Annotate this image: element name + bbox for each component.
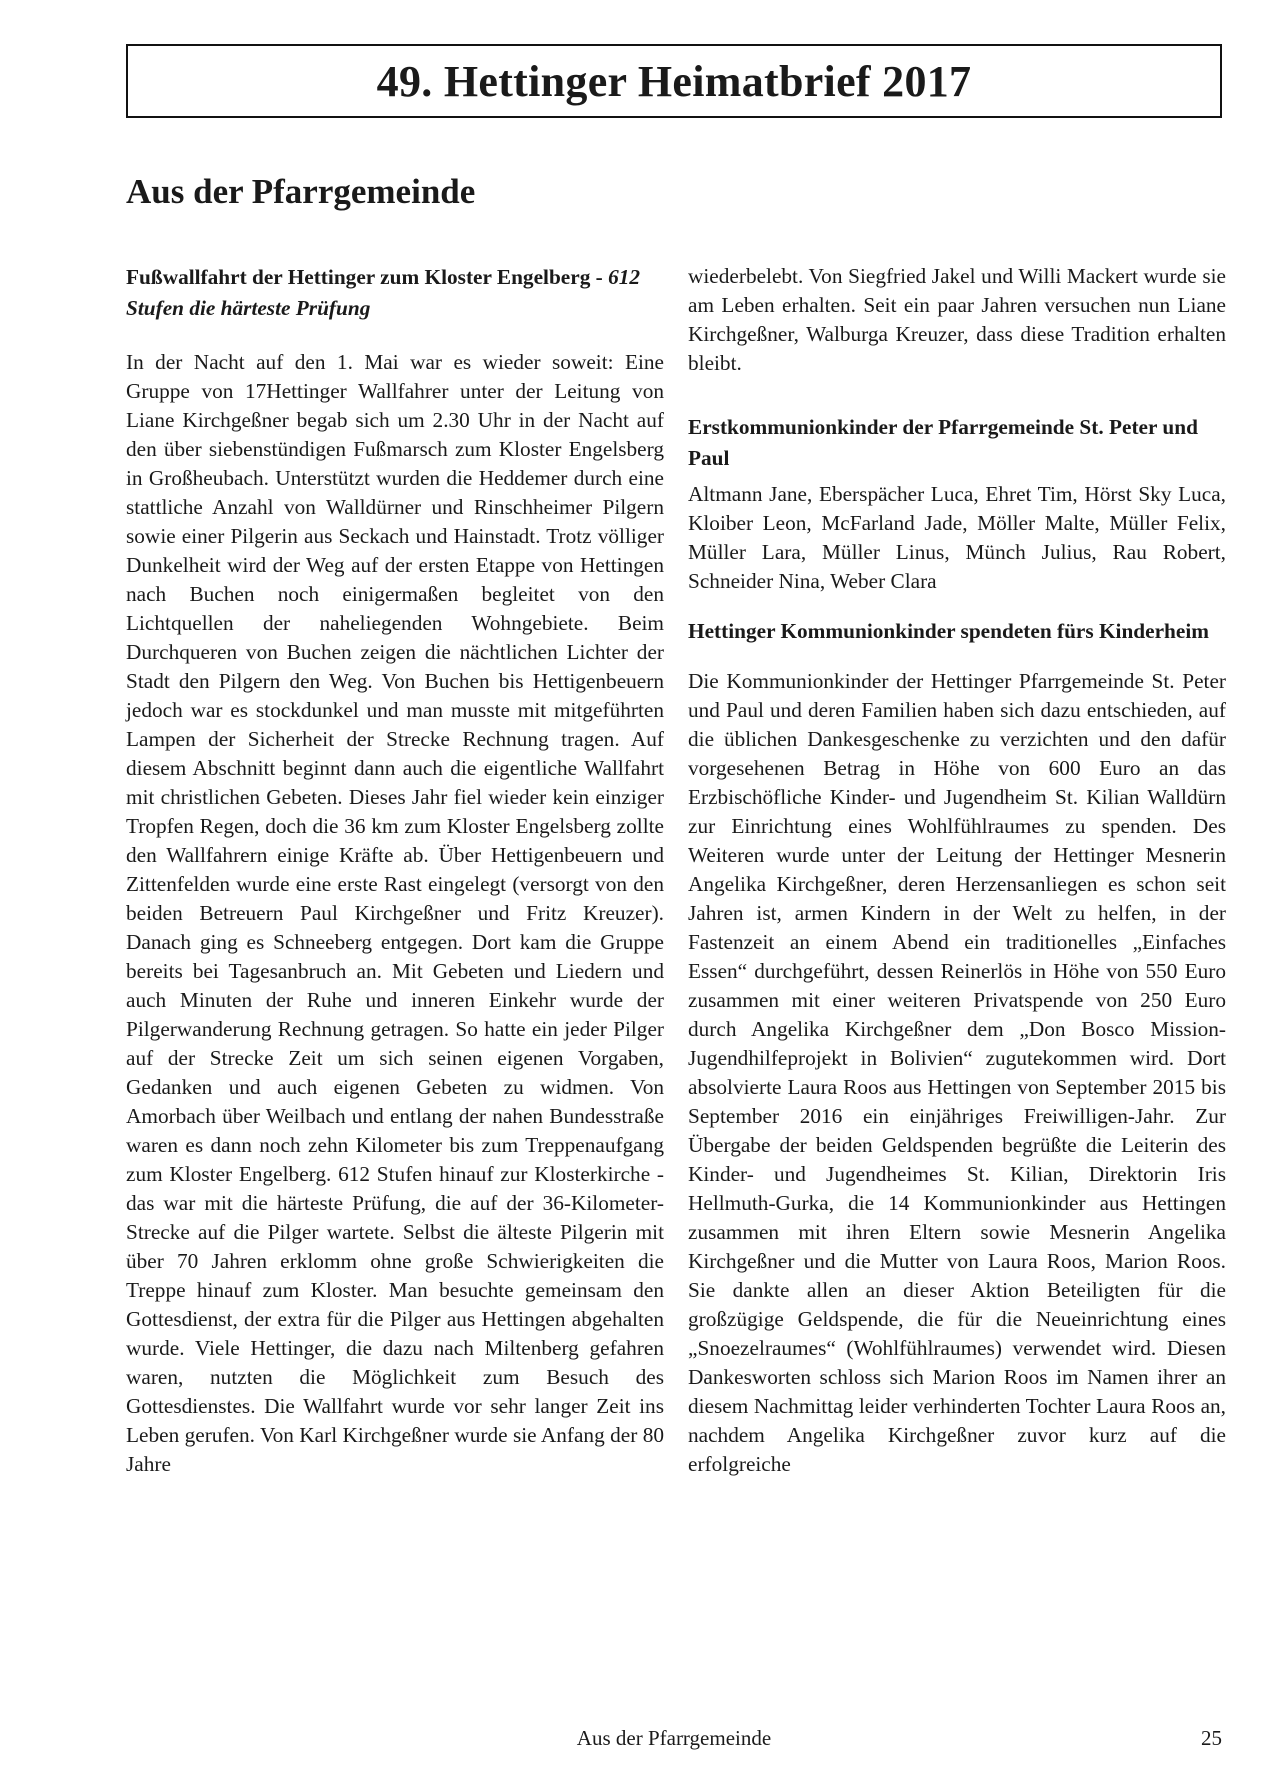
article-headline-spende: Hettinger Kommunionkinder spendeten fürs Kinderheim [688, 619, 1210, 643]
header-title: 49. Hettinger Heimatbrief 2017 [376, 56, 972, 106]
headline-subline: 612 Stufen die härteste Prüfung [126, 265, 641, 320]
page-number: 25 [1201, 1726, 1222, 1750]
article-headline-wallfahrt [126, 262, 664, 324]
headline-main: Fußwallfahrt der Hettinger zum Kloster Engelberg - [126, 265, 609, 289]
article-body-wallfahrt: In der Nacht auf den 1. Mai war es wieder soweit: Eine Gruppe von 17Hettinger Wallfahrer unter der Leitung von Liane Kirchgeßner begab sich um 2.30 Uhr in der Nacht auf den über siebenstündigen Fußmarsch zum Kloster Engelsberg in Großheubach. Unterstützt wurden die Heddemer durch eine stattliche Anzahl von Walldürner und Rinschheimer Pilgern sowie einer Pilgerin aus Seckach und Hainstadt. Trotz völliger Dunkelheit wird der Weg auf der ersten Etappe von Hettingen nach Buchen noch einigermaßen begleitet von den Lichtquellen der naheliegenden Wohngebiete. Beim Durchqueren von Buchen zeigen die nächtlichen Lichter der Stadt den Pilgern den Weg. Von Buchen bis Hettigenbeuern jedoch war es stockdunkel und man musste mit mitgeführten Lampen der Sicherheit der Strecke Rechnung tragen. Auf diesem Abschnitt beginnt dann auch die eigentliche Wallfahrt mit christlichen Gebeten. Dieses Jahr fiel wieder kein einziger Tropfen Regen, doch die 36 km zum Kloster Engelsberg zollte den Wallfahrern einige Kräfte ab. Über Hettigenbeuern und Zittenfelden wurde eine erste Rast eingelegt (versorgt von den beiden Betreuern Paul Kirchgeßner und Fritz Kreuzer). Danach ging es Schneeberg entgegen. Dort kam die Gruppe bereits bei Tagesanbruch an. Mit Gebeten und Liedern und auch Minuten der Ruhe und inneren Einkehr wurde der Pilgerwanderung Rechnung getragen. So hatte ein jeder Pilger auf der Strecke Zeit um sich seinen eigenen Vorgaben, Gedanken und auch eigenen Gebeten zu widmen. Von Amorbach über Weilbach und entlang der nahen Bundesstraße waren es dann noch zehn Kilometer bis zum Treppenaufgang zum Kloster Engelberg. 612 Stufen hinauf zur Klosterkirche - das war mit die härteste Prüfung, die auf der 36-Kilometer-Strecke auf die Pilger wartete. Selbst die älteste Pilgerin mit über 70 Jahren erklomm ohne große Schwierigkeiten die Treppe hinauf zum Kloster. Man besuchte gemeinsam den Gottesdienst, der extra für die Pilger aus Hettingen abgehalten wurde. Viele Hettinger, die dazu nach Miltenberg gefahren waren, nutzten die Möglichkeit zum Besuch des Gottesdienstes. Die Wallfahrt wurde vor sehr langer Zeit ins Leben gerufen. Von Karl Kirchgeßner wurde sie Anfang der 80 Jahre [126, 350, 664, 1476]
right-column [688, 262, 1226, 1479]
article-headline-erstkommunion: Erstkommunionkinder der Pfarrgemeinde St. Peter und Paul [688, 415, 1198, 470]
article-continuation-wallfahrt: wiederbelebt. Von Siegfried Jakel und Willi Mackert wurde sie am Leben erhalten. Seit ein paar Jahren versuchen nun Liane Kirchgeßner, Walburga Kreuzer, dass diese Tradition erhalten bleibt. [688, 264, 1226, 375]
header-box [126, 44, 1222, 118]
footer-section-label: Aus der Pfarrgemeinde [576, 1726, 772, 1750]
section-title: Aus der Pfarrgemeinde [126, 172, 476, 211]
left-column [126, 262, 664, 1479]
article-body-spende: Die Kommunionkinder der Hettinger Pfarrgemeinde St. Peter und Paul und deren Familien haben sich dazu entschieden, auf die üblichen Dankesgeschenke zu verzichten und den dafür vorgesehenen Betrag in Höhe von 600 Euro an das Erzbischöfliche Kinder- und Jugendheim St. Kilian Walldürn zur Einrichtung eines Wohlfühlraumes zu spenden. Des Weiteren wurde unter der Leitung der Hettinger Mesnerin Angelika Kirchgeßner, deren Herzensanliegen es schon seit Jahren ist, armen Kindern in der Welt zu helfen, in der Fastenzeit an einem Abend ein traditionelles „Einfaches Essen“ durchgeführt, dessen Reinerlös in Höhe von 550 Euro zusammen mit einer weiteren Privatspende von 250 Euro durch Angelika Kirchgeßner dem „Don Bosco Mission-Jugendhilfeprojekt in Bolivien“ zugutekommen wird. Dort absolvierte Laura Roos aus Hettingen von September 2015 bis September 2016 ein einjähriges Freiwilligen-Jahr. Zur Übergabe der beiden Geldspenden begrüßte die Leiterin des Kinder- und Jugendheimes St. Kilian, Direktorin Iris Hellmuth-Gurka, die 14 Kommunionkinder aus Hettingen zusammen mit ihren Eltern sowie Mesnerin Angelika Kirchgeßner und die Mutter von Laura Roos, Marion Roos. Sie dankte allen an dieser Aktion Beteiligten für die großzügige Geldspende, die für die Neueinrichtung eines „Snoezelraumes“ (Wohlfühlraumes) verwendet wird. Diesen Dankesworten schloss sich Marion Roos im Namen ihrer an diesem Nachmittag leider verhinderten Tochter Laura Roos an, nachdem Angelika Kirchgeßner zuvor kurz auf die erfolgreiche [688, 669, 1226, 1476]
page-footer [126, 1726, 1222, 1756]
article-body-erstkommunion: Altmann Jane, Eberspächer Luca, Ehret Tim, Hörst Sky Luca, Kloiber Leon, McFarland Jade, Möller Malte, Müller Felix, Müller Lara, Müller Linus, Münch Julius, Rau Robert, Schneider Nina, Weber Clara [688, 482, 1226, 593]
